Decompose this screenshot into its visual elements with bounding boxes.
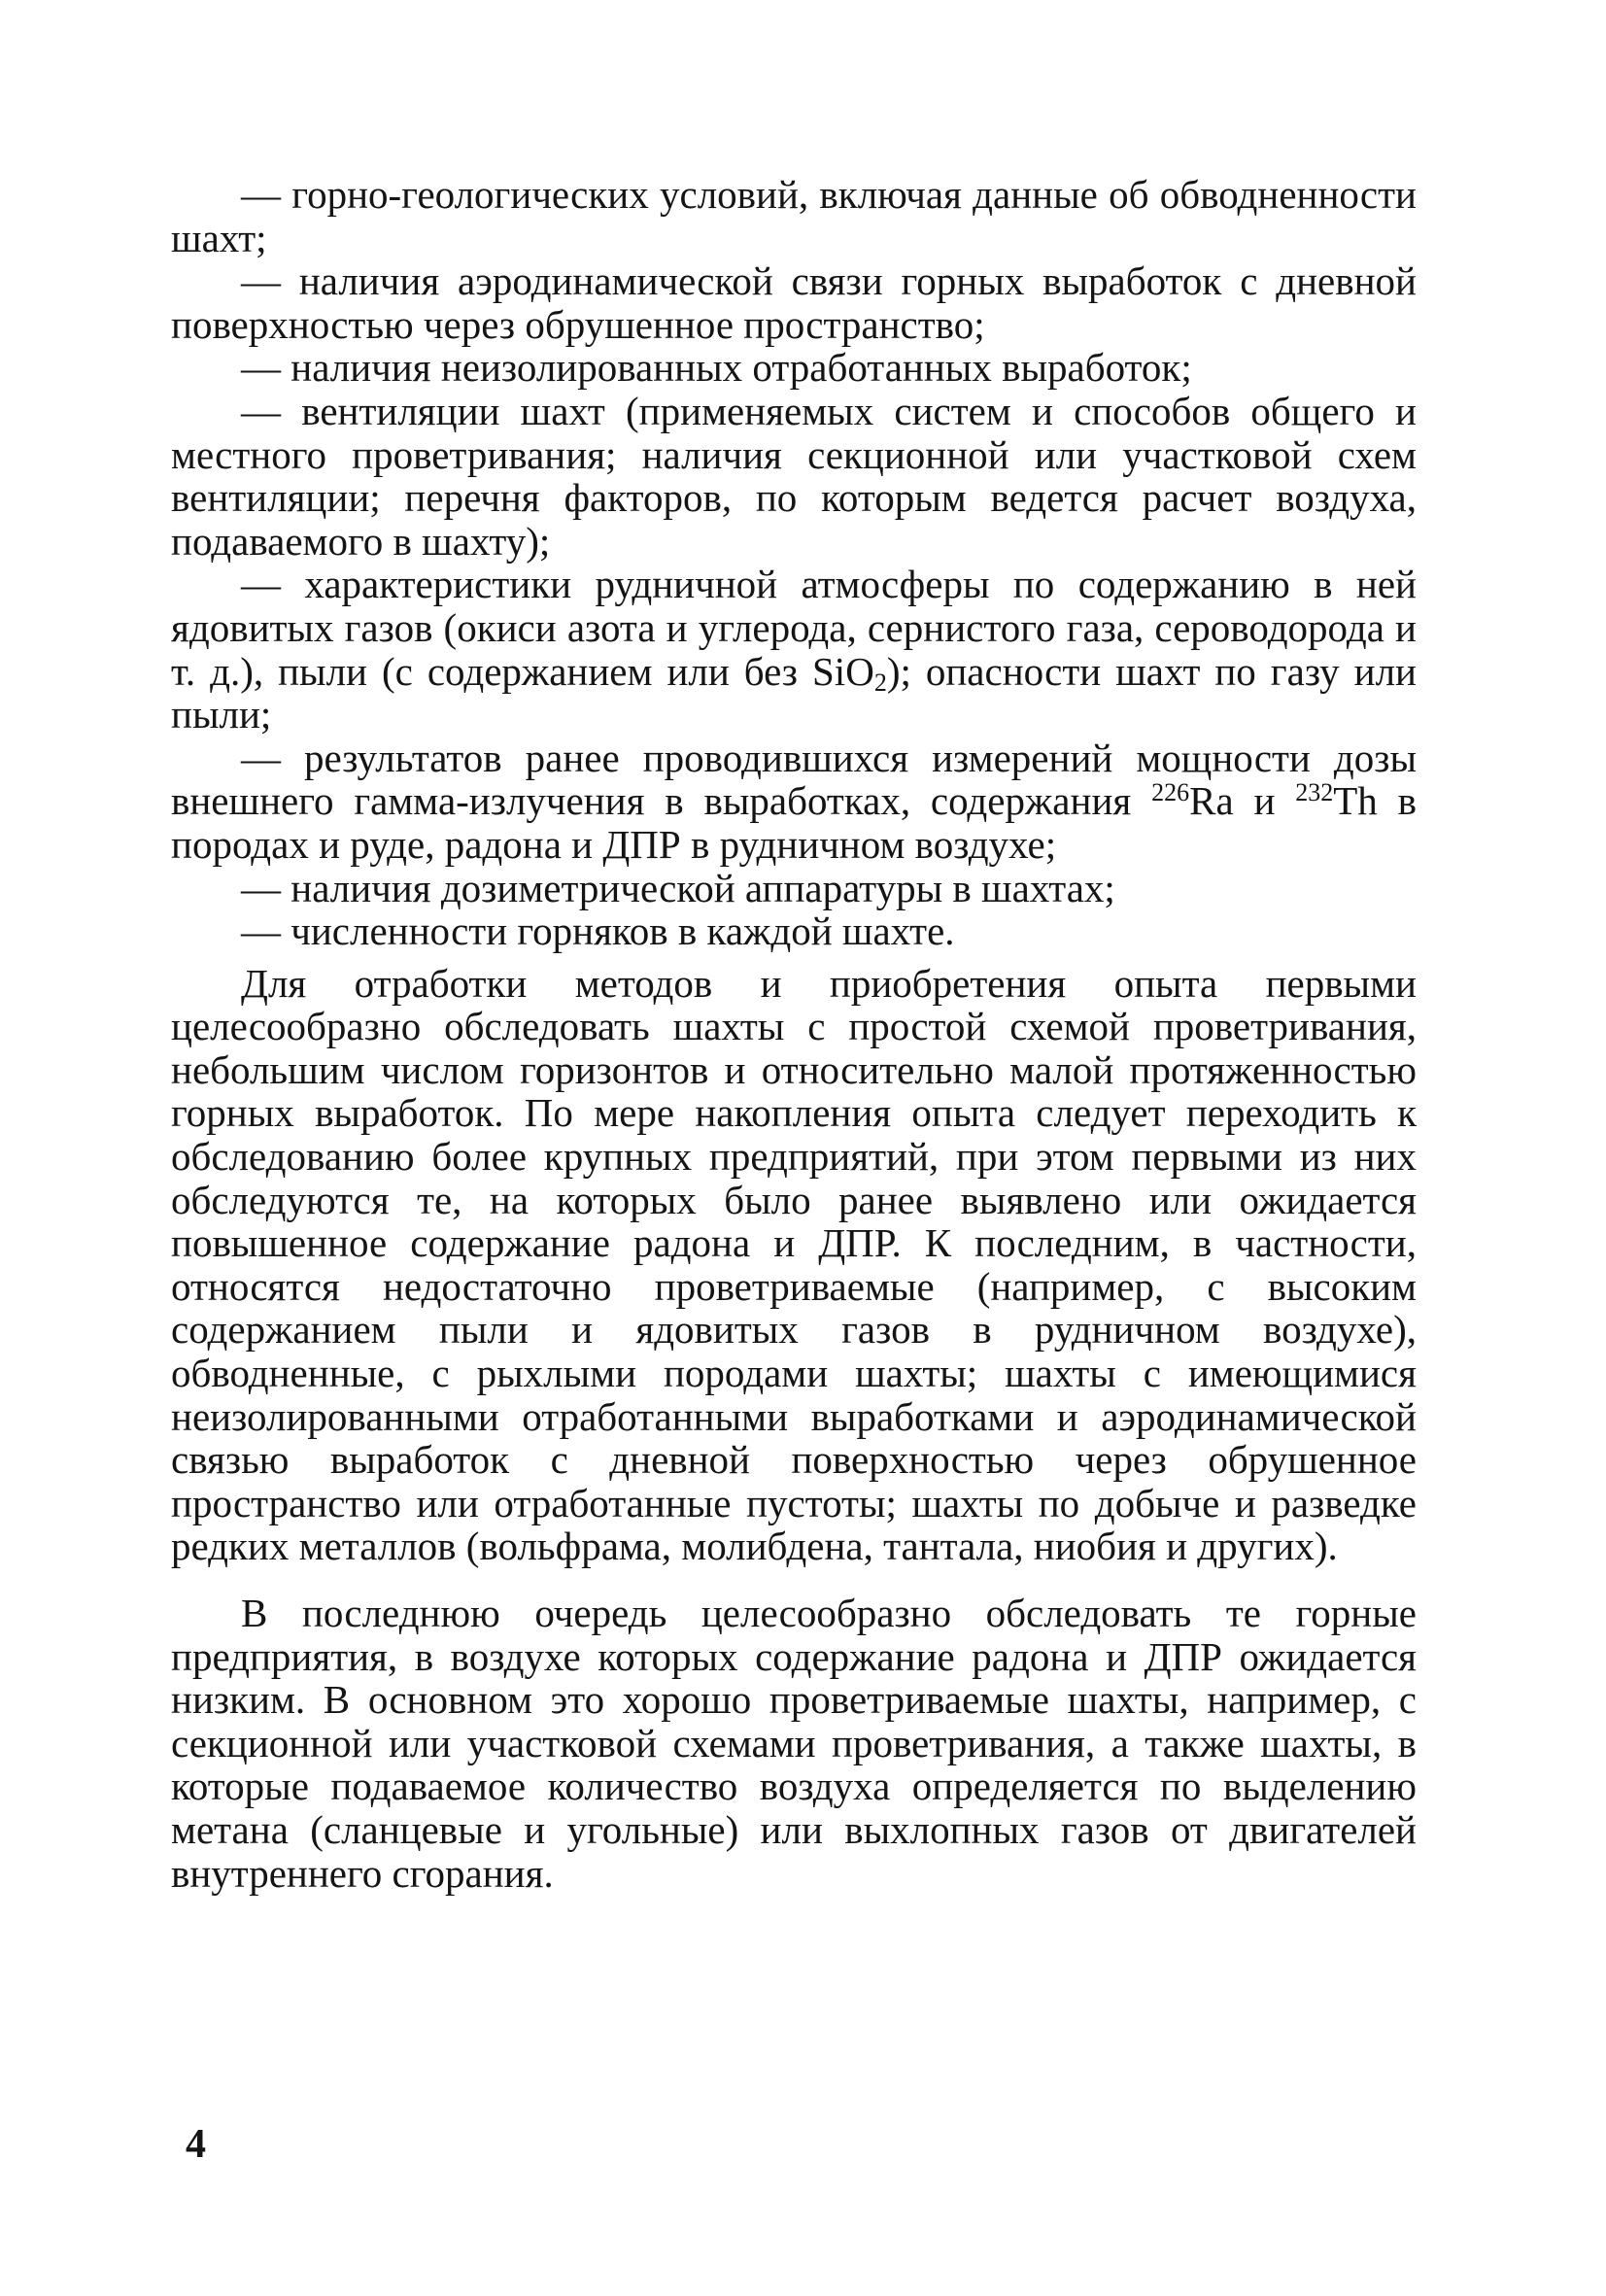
- page-body: [171, 173, 1417, 1895]
- paragraph-survey-order: Для отработки методов и приобретения опыта первыми целесообразно обследовать шахты с простой схемой проветривания, небольшим числом горизонтов и относительно малой протяженностью горных выработок. По мере накопления опыта следует переходить к обследованию более крупных предприятий, при этом первыми из них обследуются те, на которых было ранее выявлено или ожидается повышенное содержание радона и ДПР. К последним, в частности, относятся недостаточно проветриваемые (например, с высоким содержанием пыли и ядовитых газов в рудничном воздухе), обводненные, с рыхлыми породами шахты; шахты с имеющимися неизолированными отработанными выработками и аэродинамической связью выработок с дневной поверхностью через обрушенное пространство или отработанные пустоты; шахты по добыче и разведке редких металлов (вольфрама, молибдена, тантала, ниобия и других).: [171, 960, 1417, 1569]
- list-item-previous-measurements: [171, 737, 1417, 867]
- radium-element: Ra и: [1189, 778, 1296, 824]
- measurements-text-before: — результатов ранее проводившихся измерений мощности дозы внешнего гамма-излучения в выработках, содержания: [171, 735, 1417, 824]
- list-item-mine-atmosphere: [171, 563, 1417, 736]
- paragraph-last-priority: В последнюю очередь целесообразно обследовать те горные предприятия, в воздухе которых содержание радона и ДПР ожидается низким. В основном это хорошо проветриваемые шахты, например, с секционной или участковой схемами проветривания, а также шахты, в которые подаваемое количество воздуха определяется по выделению метана (сланцевые и угольные) или выхлопных газов от двигателей внутреннего сгорания.: [171, 1591, 1417, 1896]
- page-number: 4: [186, 2122, 206, 2167]
- sio2-subscript: 2: [873, 668, 887, 697]
- thorium-isotope-superscript: 232: [1295, 778, 1334, 807]
- list-item-ventilation: — вентиляции шахт (применяемых систем и способов общего и местного проветривания; наличия секционной или участковой схем вентиляции; перечня факторов, по которым ведется расчет воздуха, подаваемого в шахту);: [171, 388, 1417, 564]
- list-item-unisolated-workings: — наличия неизолированных отработанных выработок;: [241, 345, 1192, 391]
- radium-isotope-superscript: 226: [1151, 778, 1190, 807]
- list-item-miner-count: — численности горняков в каждой шахте.: [241, 908, 955, 954]
- measurements-text-after: Th в породах и руде, радона и ДПР в рудничном воздухе;: [171, 778, 1417, 867]
- mine-atmosphere-text-before: — характеристики рудничной атмосферы по содержанию в ней ядовитых газов (окиси азота и углерода, сернистого газа, сероводорода и т. д.), пыли (с содержанием или без SiO: [171, 562, 1417, 694]
- list-item-aerodynamic-link: — наличия аэродинамической связи горных выработок с дневной поверхностью через обрушенное пространство;: [171, 258, 1417, 347]
- list-item-dosimetry-equipment: — наличия дозиметрической аппаратуры в шахтах;: [241, 865, 1115, 910]
- mine-atmosphere-text-after: ); опасности шахт по газу или пыли;: [171, 648, 1417, 737]
- list-item-geology: — горно-геологических условий, включая данные об обводненности шахт;: [171, 172, 1417, 260]
